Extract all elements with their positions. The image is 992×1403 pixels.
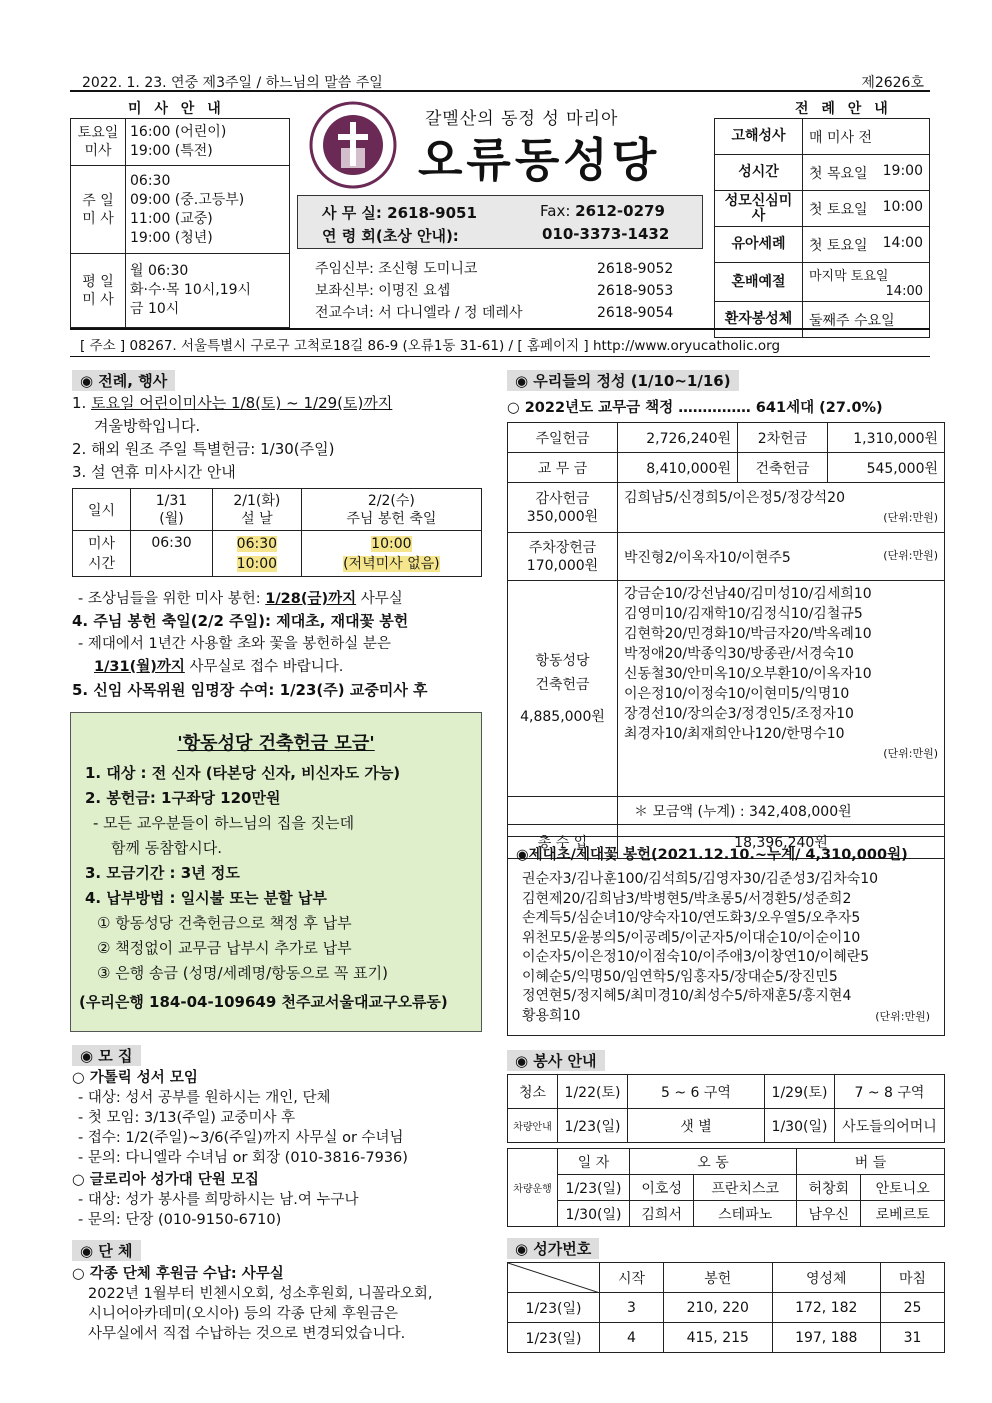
- offering-table: 주일헌금 2,726,240원 2차헌금 1,310,000원 교 무 금 8,410,000원 건축헌금 545,000원 감사헌금 350,000원 김희남5/신경희5/이은정5/정강석20 (단위:만원) 주차장헌금 170,000원 박진형2/이옥자10/이현주5 (단위:만원) 항동성당 건축헌금 4,885,000원 강금순10/강선남40/김미성10/김세희10 김영미10/김재학10/김정식10/김철규5 김현학20/민경화10/박금자20/박옥례10 박정애20/박종익30/방종관/서경숙10 신동철30/안미옥10/오부환10/이옥자10 이은정10/이정숙10/이현미5/익명10 장경선10/장의순3/정경인5/조정자10 최경자10/최재희안나120/한명수10 (단위:만원) ＊ 모금액 (누계) : 342,408,000원 총 수 입 18,396,240원: [507, 422, 945, 859]
- service-title: ◉ 봉사 안내: [507, 1050, 605, 1071]
- hymns-table: 시작 봉헌 영성체 마침 1/23(일) 3 210, 220 172, 182 25 1/23(일) 4 415, 215 197, 188 31: [507, 1262, 945, 1353]
- mass-table: 토요일 미사 16:00 (어린이) 19:00 (특전) 주 일 미 사 06:30 09:00 (중.고등부) 11:00 (교중) 19:00 (청년) 평 일 미 사 월 06:30 화·수·목 10시,19시 금 10시: [70, 118, 290, 328]
- bank-account: (우리은행 184-04-109649 천주교서울대교구오류동): [79, 993, 448, 1011]
- office-phone: 2618-9051: [387, 204, 477, 222]
- parish-name: 오류동성당: [418, 133, 661, 187]
- parish-seal-logo: [308, 100, 398, 190]
- groups-notice: ○ 각종 단체 후원금 수납: 사무실 2022년 1월부터 빈첸시오회, 성소후원회, 니꼴라오회, 시니어아카데미(오시아) 등의 각종 단체 후원금은 사무실에서 직접 수납하는 것으로 변경되었습니다.: [72, 1266, 433, 1342]
- building-fund-total: ＊ 모금액 (누계) : 342,408,000원: [618, 797, 945, 825]
- funeral-phone: 010-3373-1432: [542, 225, 670, 243]
- issue-number: 제2626호: [861, 75, 924, 91]
- events-list: 1. 토요일 어린이미사는 1/8(토) ~ 1/29(토)까지 겨울방학입니다. 2. 해외 원조 주일 특별헌금: 1/30(주일) 3. 설 연휴 미사시간 안내: [72, 394, 393, 481]
- office-fax: 2612-0279: [575, 202, 665, 220]
- mass-title: 미 사 안 내: [128, 101, 225, 117]
- seollal-mass-table: 일시 1/31 (월) 2/1(화) 설 날 2/2(수) 주님 봉헌 축일 미사 시간 06:30 06:30 10:00 10:00 (저녁미사 없음): [72, 488, 482, 577]
- events-title: ◉ 전례, 행사: [72, 370, 175, 391]
- service-table: 청소 1/22(토) 5 ~ 6 구역 1/29(토) 7 ~ 8 구역 차량안내 1/23(일) 샛 별 1/30(일) 사도들의어머니: [507, 1074, 945, 1143]
- total-income: 18,396,240원: [618, 825, 945, 859]
- hymns-title: ◉ 성가번호: [507, 1238, 599, 1259]
- recruit-title: ◉ 모 집: [72, 1045, 141, 1066]
- building-fund-title: '항동성당 건축헌금 모금': [177, 733, 375, 754]
- groups-title: ◉ 단 체: [72, 1240, 141, 1261]
- offering-title: ◉ 우리들의 정성 (1/10~1/16): [507, 370, 739, 391]
- events-list-3: 4. 주님 봉헌 축일(2/2 주일): 제대초, 재대꽃 봉헌 - 제대에서 1년간 사용할 초와 꽃을 봉헌하실 분은 1/31(월)까지 사무실로 접수 바랍니다. 5. 신임 사목위원 임명장 수여: 1/23(주) 교중미사 후: [72, 612, 428, 699]
- mass-label: 평 일 미 사: [71, 254, 126, 328]
- recruit-list: ○ 가톨릭 성서 모임 - 대상: 성서 공부를 원하시는 개인, 단체 - 첫 모임: 3/13(주일) 교중미사 후 - 접수: 1/2(주일)~3/6(주일)까지 사무실 or 수녀님 - 문의: 다니엘라 수녀님 or 회장 (010-3816-7936) ○ 글로리아 성가대 단원 모집 - 대상: 성가 봉사를 희망하시는 남.여 누구나 - 문의: 단장 (010-9150-6710): [72, 1070, 408, 1228]
- mass-label: 토요일 미사: [71, 119, 126, 166]
- office-contact-box: 사 무 실: 2618-9051 Fax: 2612-0279 연 령 회(초상 안내): 010-3373-1432: [297, 195, 703, 249]
- altar-offering-box: ◉제대초/제대꽃 봉헌(2021.12.10.~누계/ 4,310,000원) 권순자3/김나훈100/김석희5/김영자30/김준성3/김차숙10 김현제20/김희남3/박병현5/박초롱5/서경환5/성준희2 손계득5/심순녀10/양숙자10/연도화3/오우열5/오추자5 위천모5/윤봉의5/이공례5/이군자5/이대순10/이순이10 이순자5/이은정10/이점숙10/이주애3/이창연10/이혜란5 이혜순5/익명50/임연학5/임홍자5/장대순5/장진민5 정연현5/정지혜5/최미경10/최성수5/하재훈5/홍지현4 황용희10 (단위:만원): [507, 836, 945, 1036]
- divider: [70, 356, 930, 357]
- divider: [70, 328, 930, 330]
- diagonal-cell: [508, 1263, 600, 1293]
- events-list-2: - 조상님들을 위한 미사 봉헌: 1/28(금)까지 사무실: [78, 591, 403, 607]
- address-line: [ 주소 ] 08267. 서울특별시 구로구 고척로18길 86-9 (오류1동 31-61) / [ 홈페이지 ] http://www.oryucatholic.org: [80, 338, 781, 354]
- building-fund-box: '항동성당 건축헌금 모금' 1. 대상 : 전 신자 (타본당 신자, 비신자도 가능) 2. 봉헌금: 1구좌당 120만원 - 모든 교우분들이 하느님의 집을 짓는데 함께 동참합시다. 3. 모금기간 : 3년 정도 4. 납부방법 : 일시불 또는 분할 납부 ① 항동성당 건축헌금으로 책정 후 납부 ② 책정없이 교무금 납부시 추가로 납부 ③ 은행 송금 (성명/세례명/항동으로 꼭 표기) (우리은행 184-04-109649 천주교서울대교구오류동): [70, 712, 482, 1032]
- drive-table: 차량운행 일 자 오 동 버 들 1/23(일) 이호성 프란치스코 허창회 안토니오 1/30(일) 김희서 스테파노 남우신 로베르토: [507, 1148, 945, 1227]
- priests-list: 주임신부: 조신형 도미니코 2618-9052 보좌신부: 이명진 요셉 2618-9053 전교수녀: 서 다니엘라 / 정 데레사 2618-9054: [315, 261, 674, 321]
- header-bar: [70, 70, 930, 92]
- liturgy-title: 전 례 안 내: [795, 101, 892, 117]
- liturgy-table: 고해성사 매 미사 전 성시간 첫 목요일 19:00 성모신심미사 첫 토요일 10:00 유아세례 첫 토요일 14:00 혼배예절 마지막 토요일 14:00 환자봉성체 둘째주 수요일: [714, 118, 930, 338]
- date-line: 2022. 1. 23. 연중 제3주일 / 하느님의 말씀 주일: [82, 75, 383, 91]
- parish-subtitle: 갈멜산의 동정 성 마리아: [425, 109, 619, 129]
- tithe-line: ○ 2022년도 교무금 책정 …………… 641세대 (27.0%): [507, 400, 883, 416]
- mass-label: 주 일 미 사: [71, 166, 126, 254]
